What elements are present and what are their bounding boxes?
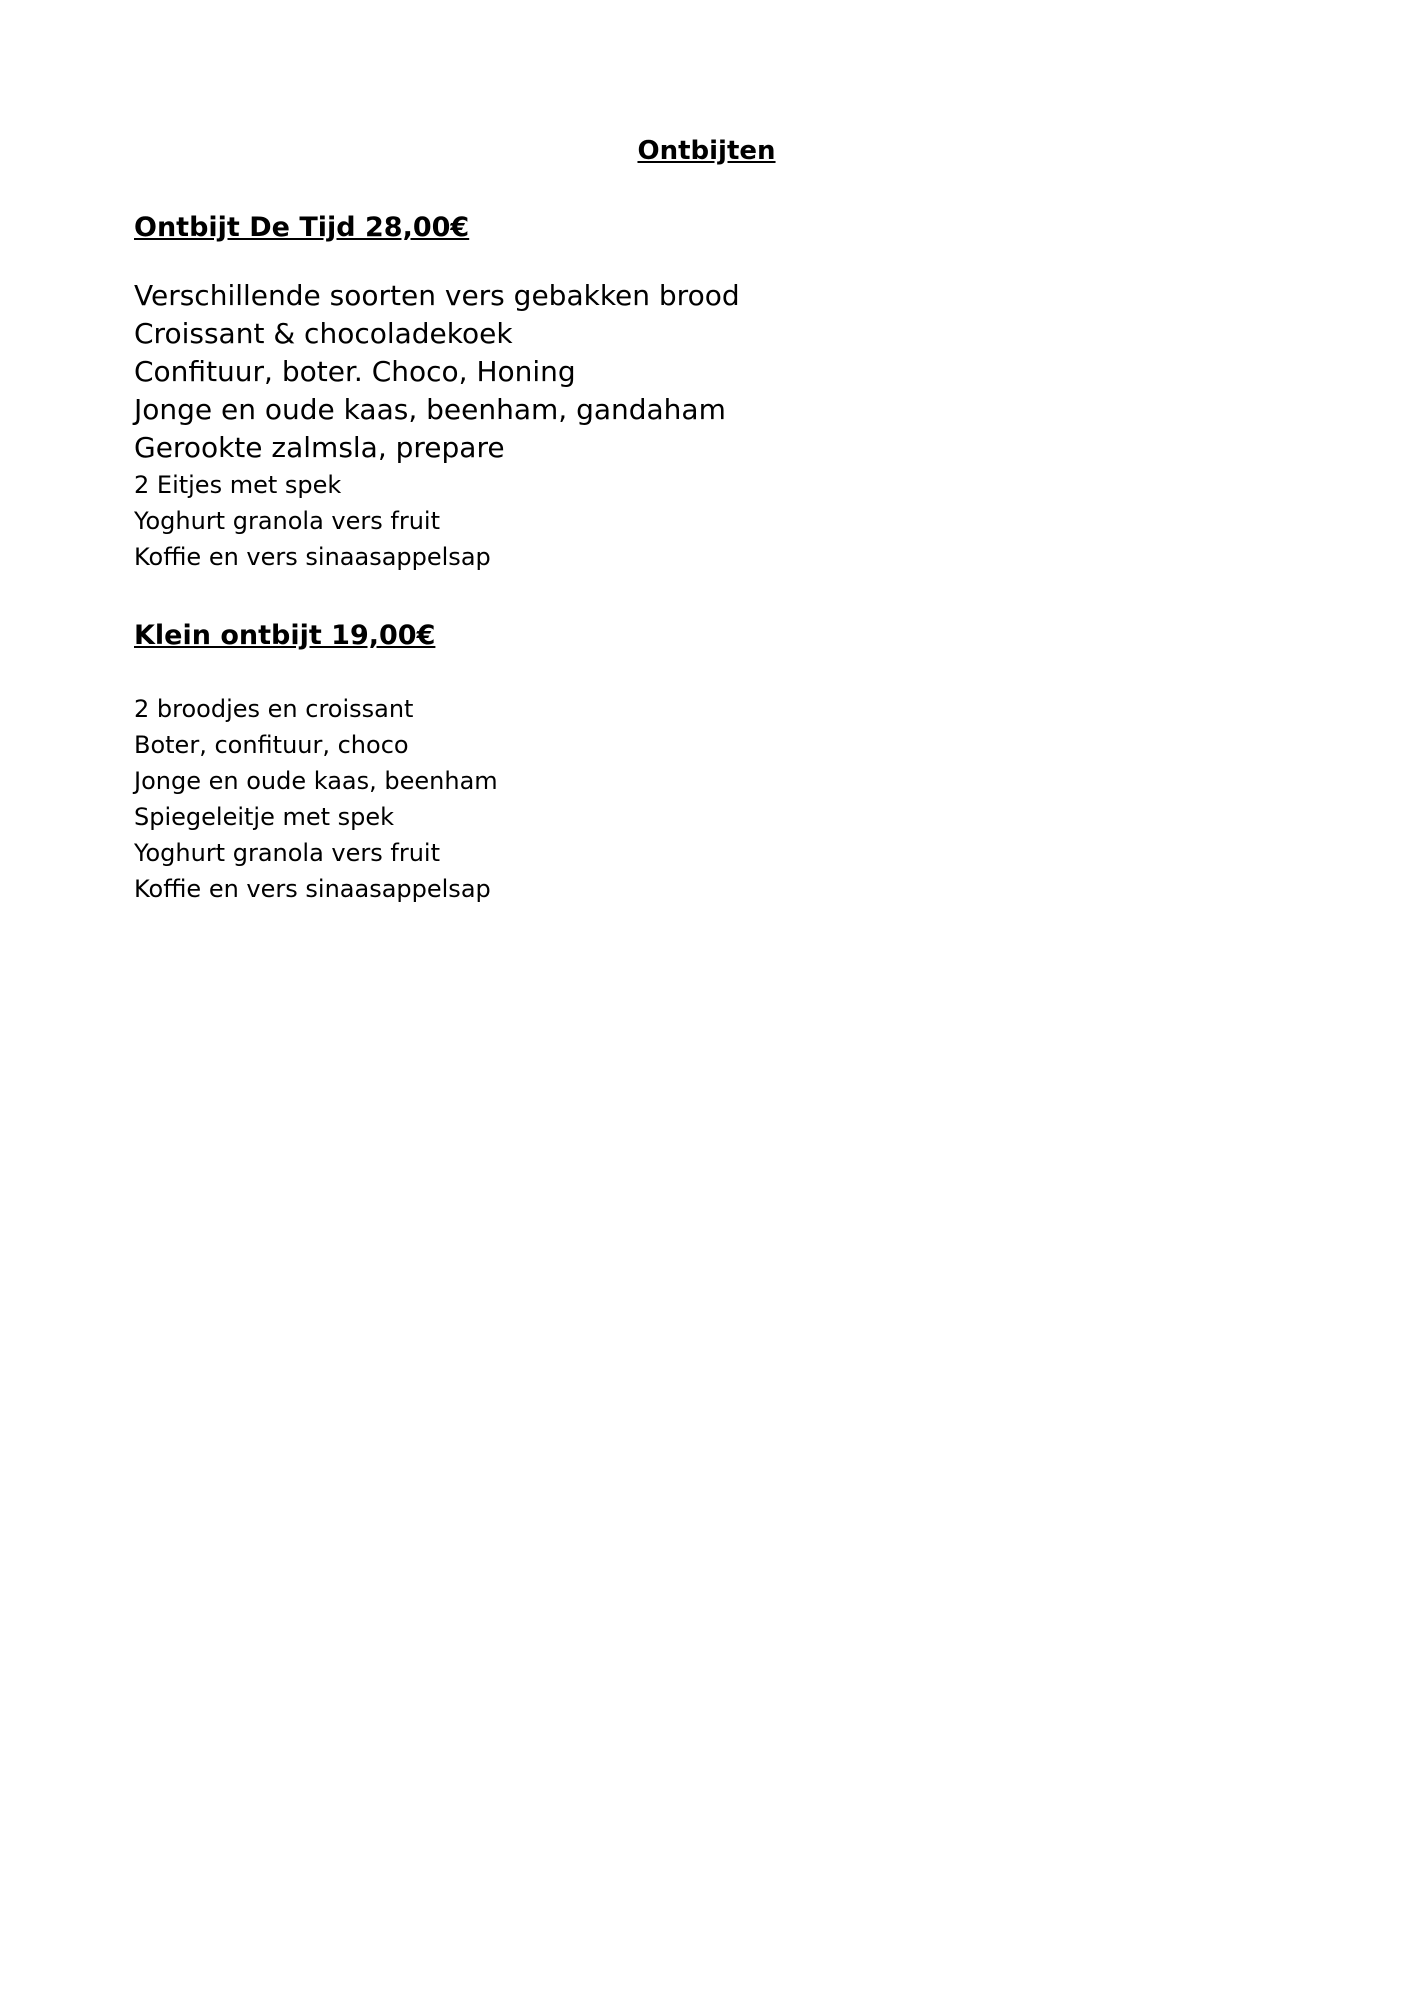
menu-item: Jonge en oude kaas, beenham, gandaham [134, 393, 726, 426]
section-heading: Ontbijt De Tijd 28,00€ [134, 212, 470, 243]
menu-item: Verschillende soorten vers gebakken brood [134, 279, 740, 312]
menu-item: 2 broodjes en croissant [134, 695, 414, 723]
menu-item-list [134, 691, 498, 907]
menu-item-list [134, 277, 740, 575]
section-klein-ontbijt [134, 620, 498, 907]
menu-item: Gerookte zalmsla, prepare [134, 431, 505, 464]
menu-item: Croissant & chocoladekoek [134, 317, 513, 350]
menu-item: 2 Eitjes met spek [134, 471, 342, 499]
menu-item: Koffie en vers sinaasappelsap [134, 543, 491, 571]
menu-item: Confituur, boter. Choco, Honing [134, 355, 576, 388]
menu-item: Spiegeleitje met spek [134, 803, 395, 831]
menu-item: Jonge en oude kaas, beenham [134, 767, 498, 795]
menu-item: Yoghurt granola vers fruit [134, 839, 440, 867]
menu-item: Yoghurt granola vers fruit [134, 507, 440, 535]
menu-item: Koffie en vers sinaasappelsap [134, 875, 491, 903]
page-title: Ontbijten [637, 136, 776, 166]
section-ontbijt-de-tijd [134, 212, 740, 575]
menu-item: Boter, confituur, choco [134, 731, 409, 759]
section-heading: Klein ontbijt 19,00€ [134, 620, 436, 651]
